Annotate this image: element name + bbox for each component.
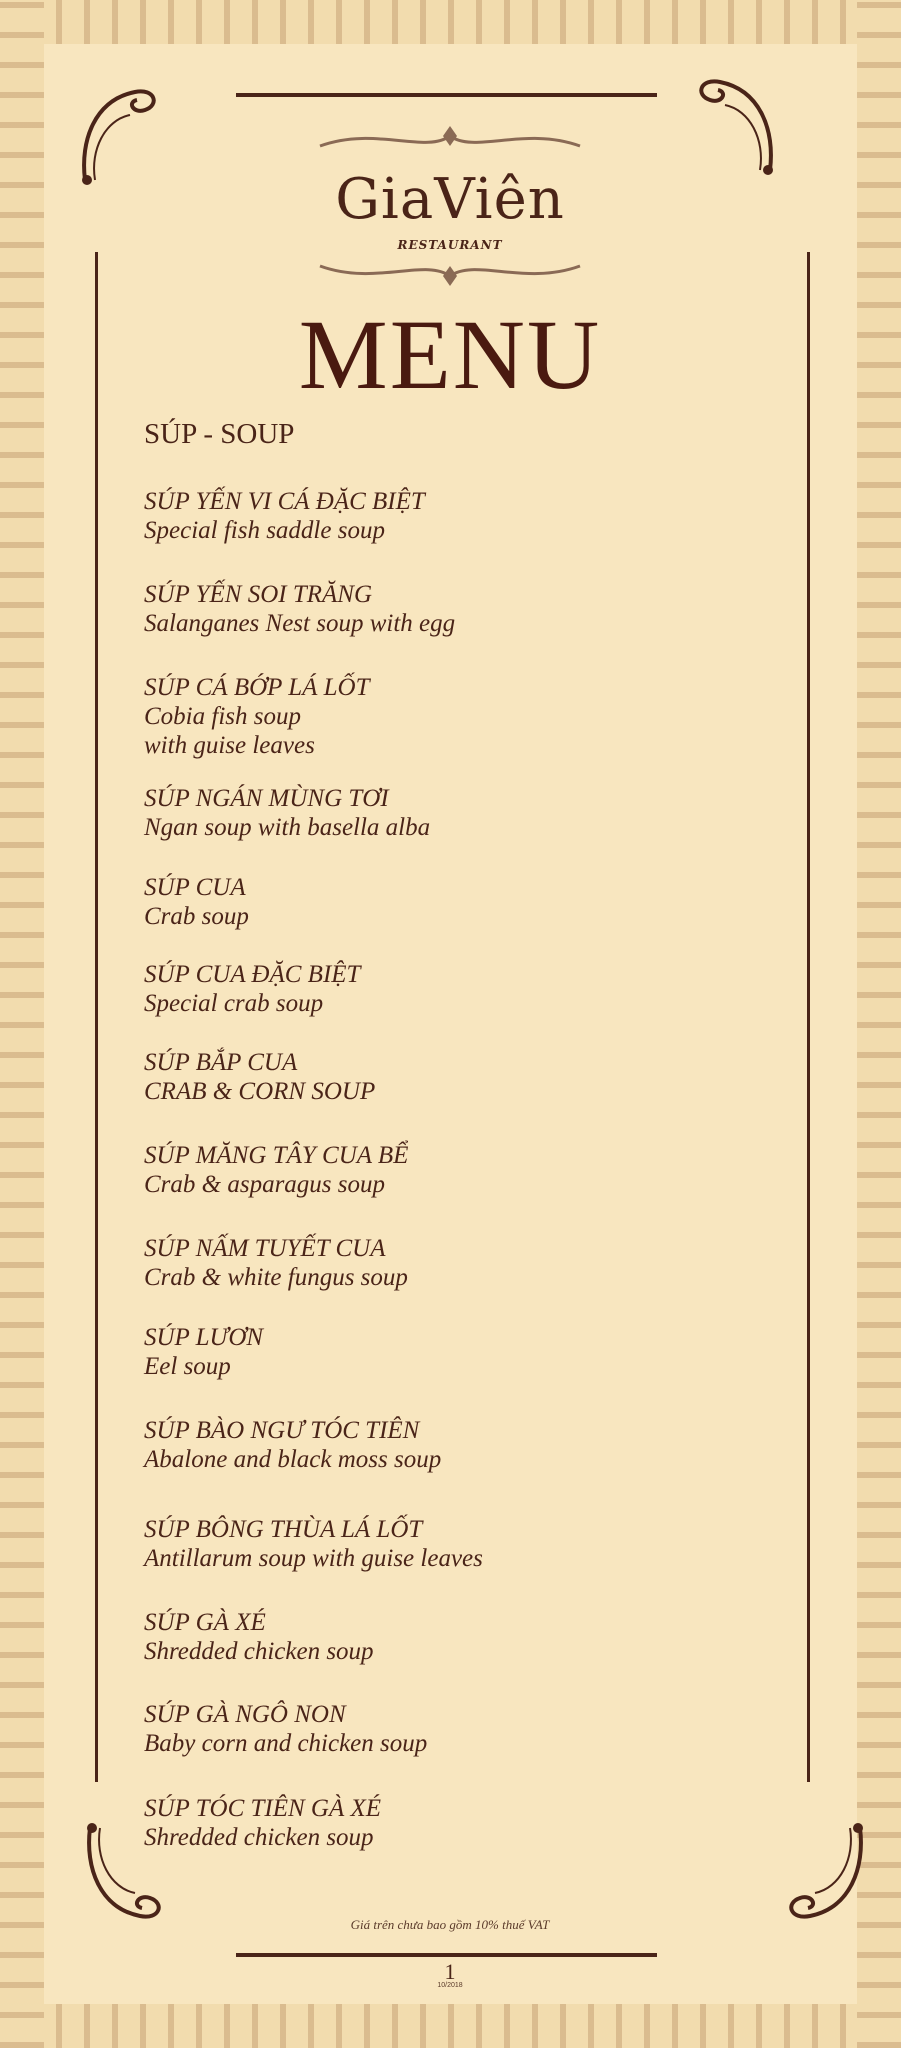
item-name-en-continued: with guise leaves — [144, 732, 315, 759]
menu-item — [144, 1416, 441, 1474]
decorative-border-top — [0, 0, 901, 44]
item-name-vi: SÚP BÔNG THÙA LÁ LỐT — [144, 1516, 423, 1543]
menu-item — [144, 873, 249, 931]
menu-item — [144, 1700, 427, 1758]
left-rule — [95, 252, 98, 1782]
corner-ornament-bottom-right — [780, 1818, 870, 1928]
item-name-en: Shredded chicken soup — [144, 1638, 374, 1665]
page-code: 10/2018 — [437, 1982, 463, 1989]
top-rule — [236, 93, 657, 97]
decorative-border-right — [857, 0, 901, 2048]
item-name-vi: SÚP YẾN VI CÁ ĐẶC BIỆT — [144, 488, 425, 515]
item-name-vi: SÚP CUA — [144, 874, 246, 901]
menu-item — [144, 784, 430, 842]
menu-item — [144, 487, 425, 545]
vat-note: Giá trên chưa bao gồm 10% thuế VAT — [350, 1917, 550, 1932]
logo-flourish-top — [315, 124, 585, 154]
item-name-vi: SÚP MĂNG TÂY CUA BỂ — [144, 1142, 409, 1169]
menu-item — [144, 1515, 483, 1573]
restaurant-logo-subtitle: RESTAURANT — [397, 238, 503, 252]
corner-ornament-top-left — [75, 80, 165, 190]
menu-item — [144, 1608, 374, 1666]
item-name-en: Antillarum soup with guise leaves — [144, 1545, 483, 1572]
item-name-vi: SÚP NẤM TUYẾT CUA — [144, 1235, 386, 1262]
item-name-en: Salanganes Nest soup with egg — [144, 610, 456, 637]
item-name-vi: SÚP LƯƠN — [144, 1324, 264, 1351]
logo-flourish-bottom — [315, 258, 585, 288]
section-title: SÚP - SOUP — [144, 418, 295, 450]
item-name-en: Special fish saddle soup — [144, 517, 385, 544]
item-name-en: Cobia fish soup — [144, 703, 301, 730]
item-name-en: Eel soup — [144, 1353, 231, 1380]
item-name-vi: SÚP NGÁN MÙNG TƠI — [144, 785, 389, 812]
item-name-vi: SÚP CÁ BỚP LÁ LỐT — [144, 674, 370, 701]
page-number: 1 — [444, 1959, 456, 1984]
item-name-vi: SÚP TÓC TIÊN GÀ XÉ — [144, 1795, 382, 1822]
item-name-vi: SÚP CUA ĐẶC BIỆT — [144, 961, 361, 988]
right-rule — [807, 252, 810, 1782]
menu-item — [144, 1234, 408, 1292]
menu-item — [144, 1323, 263, 1381]
menu-item — [144, 673, 370, 760]
item-name-vi: SÚP GÀ NGÔ NON — [144, 1701, 346, 1728]
item-name-en: Crab & white fungus soup — [144, 1264, 408, 1291]
item-name-en: Crab soup — [144, 903, 249, 930]
item-name-en: Abalone and black moss soup — [144, 1446, 442, 1473]
item-name-en: Ngan soup with basella alba — [144, 814, 431, 841]
item-name-en: Crab & asparagus soup — [144, 1171, 386, 1198]
restaurant-logo: GiaViên — [335, 167, 565, 232]
item-name-en: Shredded chicken soup — [144, 1824, 374, 1851]
menu-item — [144, 1141, 408, 1199]
decorative-border-bottom — [0, 2004, 901, 2048]
menu-item — [144, 960, 360, 1018]
item-name-en: Special crab soup — [144, 990, 324, 1017]
item-name-en: CRAB & CORN SOUP — [144, 1078, 376, 1105]
bottom-rule — [236, 1953, 657, 1957]
item-name-vi: SÚP YẾN SOI TRĂNG — [144, 581, 373, 608]
item-name-vi: SÚP GÀ XÉ — [144, 1609, 266, 1636]
menu-item — [144, 1048, 375, 1106]
decorative-border-left — [0, 0, 44, 2048]
menu-item — [144, 1794, 381, 1852]
menu-item — [144, 580, 455, 638]
corner-ornament-top-right — [690, 70, 780, 180]
menu-title: MENU — [298, 299, 602, 410]
item-name-vi: SÚP BẮP CUA — [144, 1049, 298, 1076]
item-name-vi: SÚP BÀO NGƯ TÓC TIÊN — [144, 1417, 420, 1444]
item-name-en: Baby corn and chicken soup — [144, 1730, 428, 1757]
